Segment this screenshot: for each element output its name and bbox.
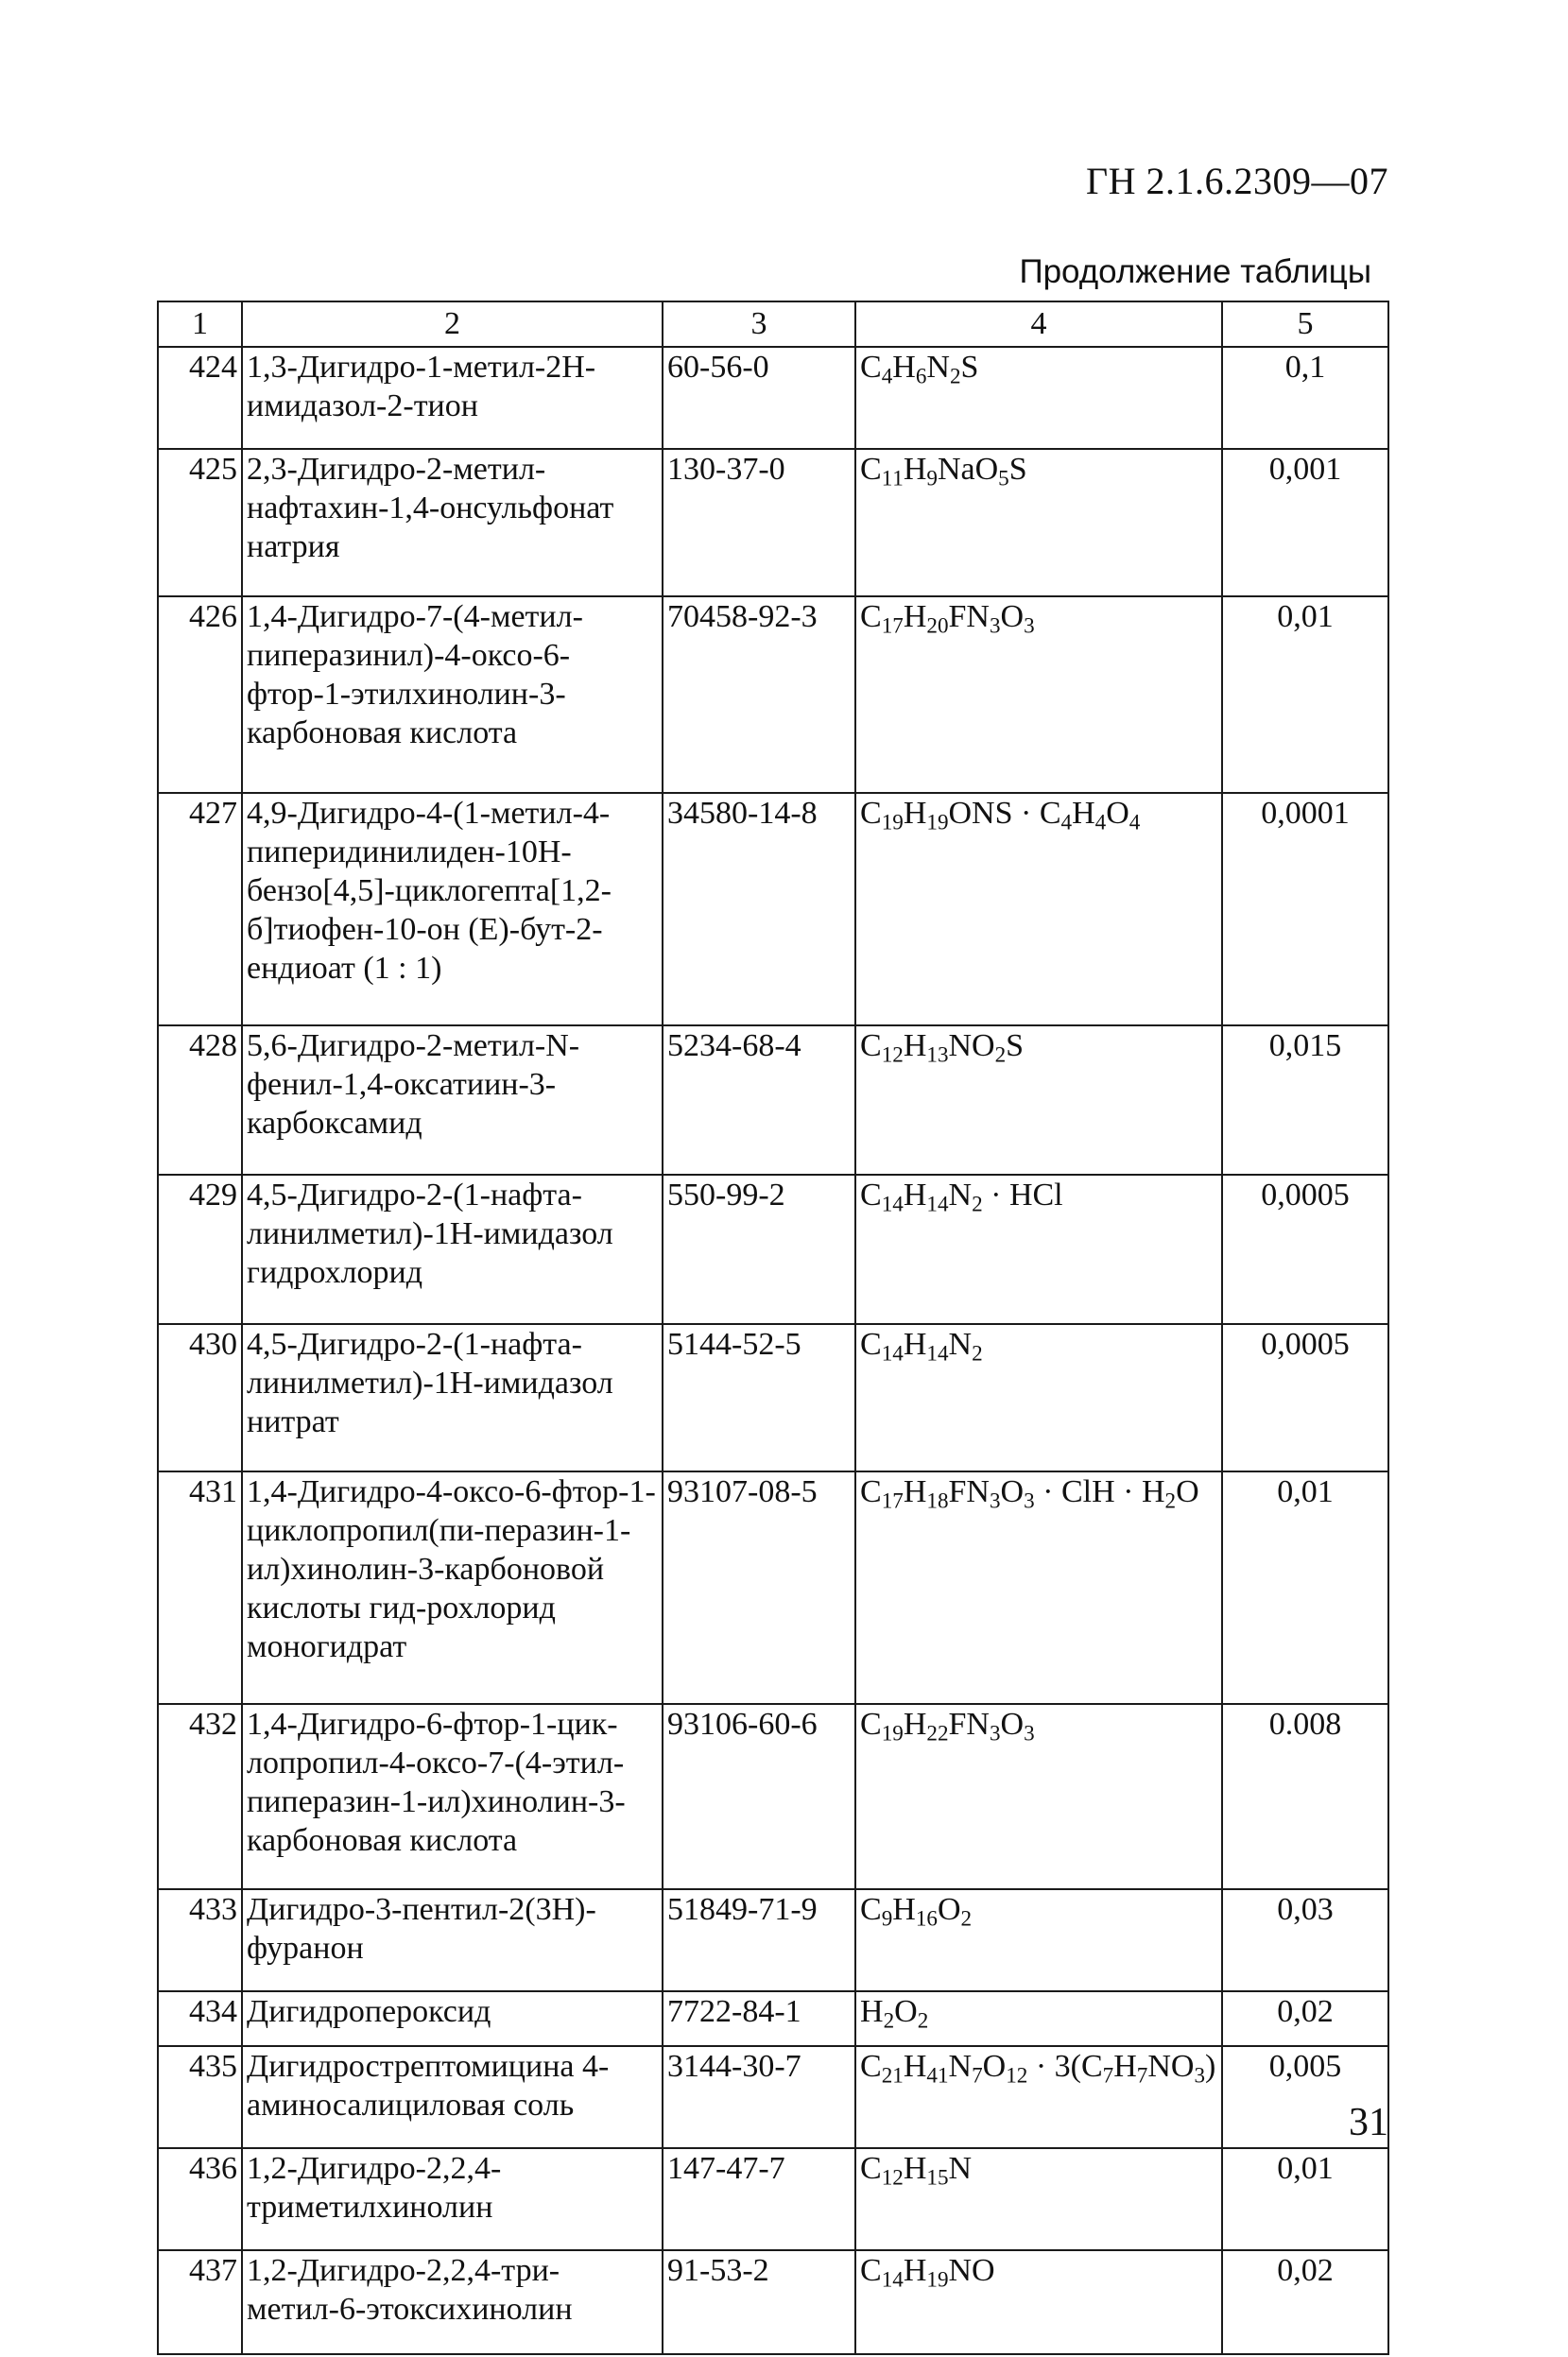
table-row — [158, 2046, 1388, 2148]
limit-value: 0,01 — [1222, 2148, 1388, 2250]
cas-number: 147-47-7 — [663, 2148, 855, 2250]
substance-name: 1,2-Дигидро-2,2,4-триметилхинолин — [242, 2148, 663, 2250]
cas-number: 130-37-0 — [663, 449, 855, 596]
table-row — [158, 1471, 1388, 1704]
substance-name: 2,3-Дигидро-2-метил-нафтахин-1,4-онсульфонат натрия — [242, 449, 663, 596]
limit-value: 0,0005 — [1222, 1324, 1388, 1471]
substance-name: Дигидро-3-пентил-2(3H)-фуранон — [242, 1889, 663, 1991]
chemical-formula: $C_{19}H_{19}ONS \cdot C_4H_4O_4$ — [855, 793, 1222, 1025]
limit-value: 0,02 — [1222, 2250, 1388, 2354]
table-row — [158, 1025, 1388, 1175]
limit-value: 0,01 — [1222, 1471, 1388, 1704]
limit-value: 0,1 — [1222, 347, 1388, 449]
row-number: 428 — [158, 1025, 242, 1175]
limit-value: 0,005 — [1222, 2046, 1388, 2148]
substance-name: 4,5-Дигидро-2-(1-нафта-линилметил)-1H-имидазол нитрат — [242, 1324, 663, 1471]
chemical-formula: $C_{14}H_{14}N_2$ — [855, 1324, 1222, 1471]
cas-number: 5234-68-4 — [663, 1025, 855, 1175]
limit-value: 0.008 — [1222, 1704, 1388, 1889]
chemical-formula: $C_{12}H_{13}NO_2S$ — [855, 1025, 1222, 1175]
limit-value: 0,0005 — [1222, 1175, 1388, 1324]
chemical-formula: $C_4H_6N_2S$ — [855, 347, 1222, 449]
table-row — [158, 1324, 1388, 1471]
cas-number: 51849-71-9 — [663, 1889, 855, 1991]
cas-number: 5144-52-5 — [663, 1324, 855, 1471]
table-row — [158, 347, 1388, 449]
table-row — [158, 1991, 1388, 2046]
table-row — [158, 449, 1388, 596]
chemical-formula: $C_{14}H_{19}NO$ — [855, 2250, 1222, 2354]
table-body — [158, 347, 1388, 2354]
row-number: 431 — [158, 1471, 242, 1704]
row-number: 436 — [158, 2148, 242, 2250]
cas-number: 93106-60-6 — [663, 1704, 855, 1889]
chemical-formula: $C_{12}H_{15}N$ — [855, 2148, 1222, 2250]
cas-number: 91-53-2 — [663, 2250, 855, 2354]
row-number: 434 — [158, 1991, 242, 2046]
substance-name: 5,6-Дигидро-2-метил-N-фенил-1,4-оксатиин-3-карбоксамид — [242, 1025, 663, 1175]
substance-name: 1,3-Дигидро-1-метил-2H-имидазол-2-тион — [242, 347, 663, 449]
row-number: 435 — [158, 2046, 242, 2148]
chemical-formula: $C_{11}H_9NaO_5S$ — [855, 449, 1222, 596]
chemical-formula: $H_2O_2$ — [855, 1991, 1222, 2046]
limit-value: 0,01 — [1222, 596, 1388, 793]
column-header-2: 2 — [242, 301, 663, 347]
row-number: 427 — [158, 793, 242, 1025]
substances-table — [157, 301, 1389, 2355]
substance-name: 1,2-Дигидро-2,2,4-три-метил-6-этоксихинолин — [242, 2250, 663, 2354]
limit-value: 0,03 — [1222, 1889, 1388, 1991]
cas-number: 70458-92-3 — [663, 596, 855, 793]
cas-number: 34580-14-8 — [663, 793, 855, 1025]
column-header-1: 1 — [158, 301, 242, 347]
table-row — [158, 793, 1388, 1025]
row-number: 425 — [158, 449, 242, 596]
cas-number: 550-99-2 — [663, 1175, 855, 1324]
cas-number: 3144-30-7 — [663, 2046, 855, 2148]
table-row — [158, 2250, 1388, 2354]
table-row — [158, 596, 1388, 793]
row-number: 424 — [158, 347, 242, 449]
column-header-3: 3 — [663, 301, 855, 347]
substance-name: 4,5-Дигидро-2-(1-нафта-линилметил)-1H-имидазол гидрохлорид — [242, 1175, 663, 1324]
cas-number: 93107-08-5 — [663, 1471, 855, 1704]
substance-name: 4,9-Дигидро-4-(1-метил-4-пиперидинилиден-10H-бензо[4,5]-циклогепта[1,2-б]тиофен-10-он (E)-бут-2-ендиоат (1 : 1) — [242, 793, 663, 1025]
document-code: ГН 2.1.6.2309—07 — [1085, 160, 1388, 202]
chemical-formula: $C_{17}H_{20}FN_3O_3$ — [855, 596, 1222, 793]
limit-value: 0,0001 — [1222, 793, 1388, 1025]
table-caption: Продолжение таблицы — [1019, 253, 1371, 290]
table-header-row — [158, 301, 1388, 347]
column-header-4: 4 — [855, 301, 1222, 347]
substance-name: 1,4-Дигидро-6-фтор-1-цик-лопропил-4-оксо-7-(4-этил-пиперазин-1-ил)хинолин-3-карбоновая кислота — [242, 1704, 663, 1889]
row-number: 432 — [158, 1704, 242, 1889]
table-row — [158, 1704, 1388, 1889]
table-row — [158, 1889, 1388, 1991]
row-number: 437 — [158, 2250, 242, 2354]
limit-value: 0,001 — [1222, 449, 1388, 596]
limit-value: 0,02 — [1222, 1991, 1388, 2046]
chemical-formula: $C_9H_{16}O_2$ — [855, 1889, 1222, 1991]
limit-value: 0,015 — [1222, 1025, 1388, 1175]
row-number: 433 — [158, 1889, 242, 1991]
row-number: 429 — [158, 1175, 242, 1324]
substance-name: Дигидрострептомицина 4-аминосалициловая соль — [242, 2046, 663, 2148]
substance-name: 1,4-Дигидро-4-оксо-6-фтор-1-циклопропил(пи-перазин-1-ил)хинолин-3-карбоновой кислоты гид-рохлорид моногидрат — [242, 1471, 663, 1704]
cas-number: 60-56-0 — [663, 347, 855, 449]
table-row — [158, 2148, 1388, 2250]
column-header-5: 5 — [1222, 301, 1388, 347]
cas-number: 7722-84-1 — [663, 1991, 855, 2046]
page-number: 31 — [1349, 2101, 1388, 2144]
chemical-formula: $C_{14}H_{14}N_2$ · HCl — [855, 1175, 1222, 1324]
row-number: 430 — [158, 1324, 242, 1471]
row-number: 426 — [158, 596, 242, 793]
chemical-formula: $C_{19}H_{22}FN_3O_3$ — [855, 1704, 1222, 1889]
chemical-formula: $C_{17}H_{18}FN_3O_3$ · ClH · $H_2O$ — [855, 1471, 1222, 1704]
substance-name: 1,4-Дигидро-7-(4-метил-пиперазинил)-4-оксо-6-фтор-1-этилхинолин-3-карбоновая кислота — [242, 596, 663, 793]
table-row — [158, 1175, 1388, 1324]
substance-name: Дигидропероксид — [242, 1991, 663, 2046]
chemical-formula: $C_{21}H_{41}N_7O_{12} \cdot 3(C_7H_7NO_3)$ — [855, 2046, 1222, 2148]
